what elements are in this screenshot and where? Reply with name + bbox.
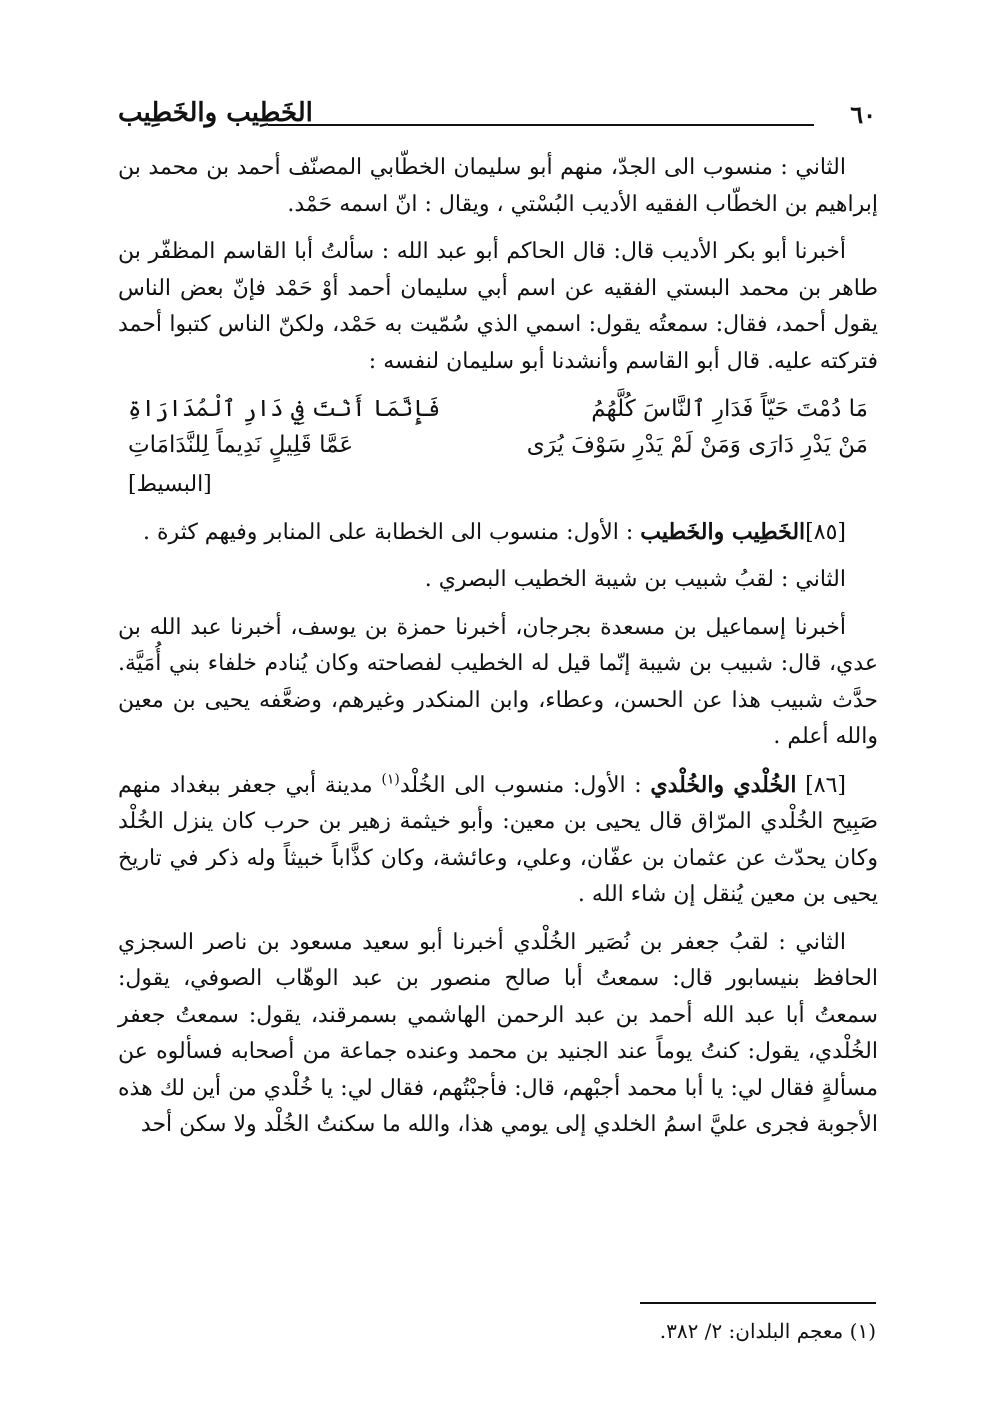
paragraph: الثاني : لقبُ شبيب بن شيبة الخطيب البصري . — [424, 567, 846, 592]
entry-number: [٨٥] — [805, 519, 846, 545]
paragraph: أخبرنا إسماعيل بن مسعدة بجرجان، أخبرنا حمزة بن يوسف، أخبرنا عبد الله بن عدي، قال: شبيب بن شيبة إنّما قيل له الخطيب لفصاحته وكان يُنادم خلفاء بني أُمَيَّة. حدَّث شبيب هذا عن الحسن، وعطاء، وابن المنكدر وغيرهم، وضعَّفه يحيى بن معين والله أعلم . — [118, 614, 878, 749]
entry-heading: الخُلْدي والخُلْدي — [650, 771, 797, 798]
footnote-rule — [640, 1302, 876, 1304]
footnote: (١) معجم البلدان: ٢/ ٣٨٢. — [659, 1319, 876, 1343]
entry-paragraph — [118, 767, 878, 914]
poem-meter: [البسيط] — [128, 472, 212, 497]
running-title: الخَطِيب والخَطِيب — [118, 98, 313, 128]
poem-line — [128, 427, 868, 463]
poem — [128, 391, 868, 504]
entry-text: : الأول: منسوب الى الخطابة على المنابر وفيهم كثرة . — [143, 519, 634, 545]
entry-paragraph — [118, 514, 878, 552]
poem-hemistich: عَمَّا قَلِيلٍ نَدِيماً لِلنَّدَامَاتِ — [128, 432, 354, 458]
paragraph: الثاني : منسوب الى الجدّ، منهم أبو سليمان الخطّابي المصنّف أحمد بن محمد بن إبراهيم بن الخطّاب الفقيه الأديب البُسْتي ، ويقال : انّ اسمه حَمْد. — [118, 155, 878, 217]
entry-heading: الخَطِيب والخَطيب — [640, 518, 806, 545]
page-number: ٦٠ — [850, 100, 876, 129]
poem-hemistich: مَنْ يَدْرِ دَارَى وَمَنْ لَمْ يَدْرِ سَوْفَ يُرَى — [526, 432, 868, 458]
poem-hemistich: فَإِنَّمَا أَنْتَ فِي دَارِ ٱلْمُدَارَاةِ — [128, 396, 441, 422]
main-text — [118, 150, 878, 1155]
header-rule — [268, 124, 814, 126]
footnote-marker: (١) — [381, 771, 400, 788]
poem-hemistich: مَا دُمْتَ حَيّاً فَدَارِ ٱلنَّاسَ كُلَّهُمُ — [591, 396, 868, 422]
page-header — [118, 98, 876, 138]
paragraph: أخبرنا أبو بكر الأديب قال: قال الحاكم أبو عبد الله : سألتُ أبا القاسم المظفّر بن طاهر بن محمد البستي الفقيه عن اسم أبي سليمان أحمد أوْ حَمْد فإنّ بعض الناس يقول أحمد، فقال: سمعتُه يقول: اسمي الذي سُمّيت به حَمْد، ولكنّ الناس كتبوا أحمد فتركته عليه. قال أبو القاسم وأنشدنا أبو سليمان لنفسه : — [118, 239, 878, 374]
entry-text: مدينة أبي جعفر ببغداد منهم صَبِيح الخُلْدي المرّاق قال يحيى بن معين: وأبو خيثمة زهير بن حرب كان ينزل الخُلْد وكان يحدّث عن عثمان بن عفّان، وعلي، وعائشة، وكان كذَّاباً خبيثاً وله ذكر في تاريخ يحيى بن معين يُنقل إن شاء الله . — [118, 772, 878, 907]
paragraph: الثاني : لقبُ جعفر بن نُصَير الخُلْدي أخبرنا أبو سعيد مسعود بن ناصر السجزي الحافظ بنيسابور قال: سمعتُ أبا صالح منصور بن عبد الوهّاب الصوفي، يقول: سمعتُ أبا عبد الله أحمد بن عبد الرحمن الهاشمي بسمرقند، يقول: سمعتُ جعفر الخُلْدي، يقول: كنتُ يوماً عند الجنيد بن محمد وعنده جماعة من أصحابه فسألوه عن مسألةٍ فقال لي: يا أبا محمد أجبْهم، قال: فأجبْتُهم، فقال لي: يا خُلْدي من أين لك هذه الأجوبة فجرى عليَّ اسمُ الخلدي إلى يومي هذا، والله ما سكنتُ الخُلْد ولا سكن أحد — [118, 929, 878, 1137]
entry-text: : الأول: منسوب الى الخُلْد — [399, 772, 642, 798]
entry-number: [٨٦] — [805, 772, 846, 798]
poem-line — [128, 391, 868, 427]
